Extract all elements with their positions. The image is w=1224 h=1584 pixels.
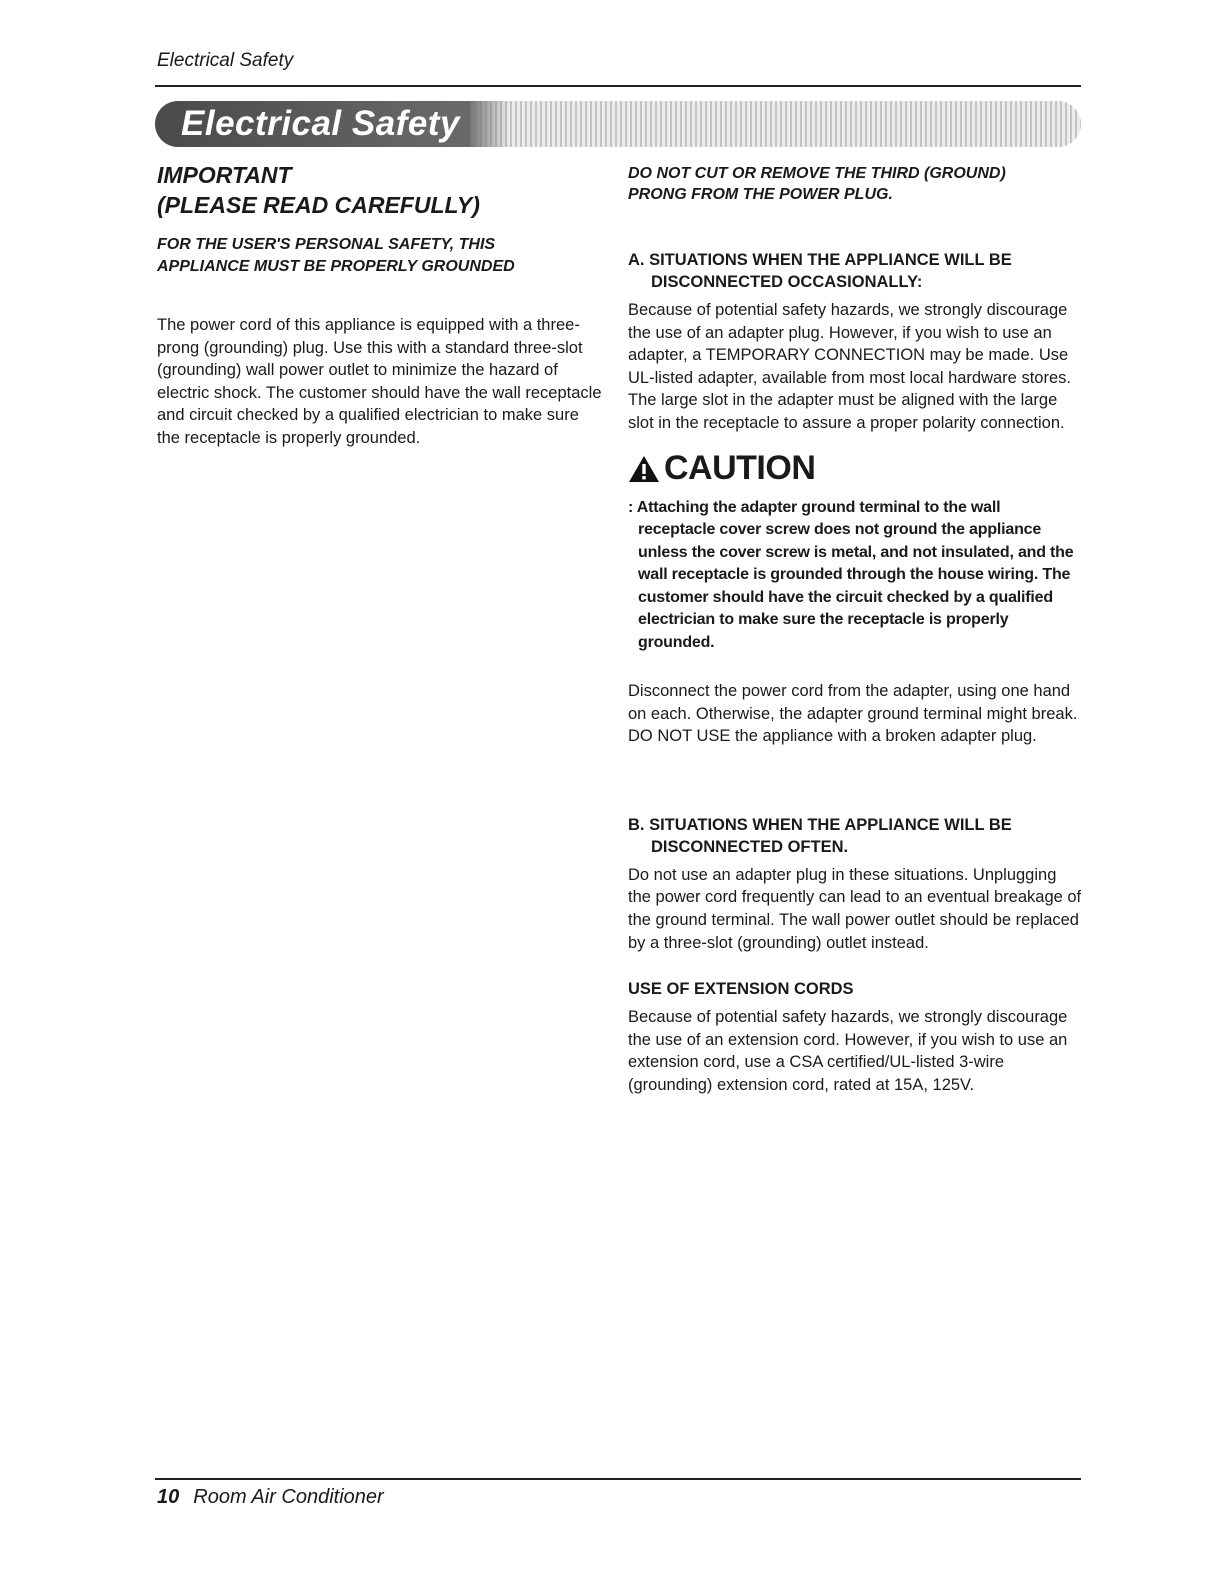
section-a-title [628,249,1083,293]
ground-prong-warning [628,163,1083,205]
section-a-title-line1: A. SITUATIONS WHEN THE APPLIANCE WILL BE [628,251,1012,269]
section-banner [155,101,1081,147]
page-number: 10 [157,1486,180,1508]
section-b-paragraph: Do not use an adapter plug in these situations. Unplugging the power cord frequently can lead to an eventual breakage of the ground terminal. The wall power outlet should be replaced by a three-slot (grounding) outlet instead. [628,865,1082,952]
disconnect-paragraph: Disconnect the power cord from the adapter, using one hand on each. Otherwise, the adapter ground terminal might break. DO NOT USE the appliance with a broken adapter plug. [628,682,1078,746]
banner-dark-tab [155,101,470,147]
extension-cords-title: USE OF EXTENSION CORDS [628,980,854,999]
warning-triangle-icon [628,454,660,484]
left-column [157,160,602,450]
header-rule [155,85,1081,87]
section-b-title-line1: B. SITUATIONS WHEN THE APPLIANCE WILL BE [628,815,1012,834]
page-footer [157,1486,384,1509]
caution-label: CAUTION [664,449,816,488]
right-column [628,163,1083,1097]
section-b-title-line2: DISCONNECTED OFTEN. [651,837,849,856]
caution-heading [628,447,1083,491]
extension-cords-paragraph: Because of potential safety hazards, we strongly discourage the use of an extension cord. However, if you wish to use an extension cord, use a CSA certified/UL-listed 3-wire (grounding) extension cord, rated at 15A, 125V. [628,1008,1068,1094]
running-header: Electrical Safety [157,50,294,71]
important-heading-line1: IMPORTANT [157,162,292,188]
section-a-paragraph-1: Because of potential safety hazards, we strongly discourage the use of an adapter plug. However, if you wish to use an adapter, a TEMPORARY CONNECTION may be made. Use UL-listed adapter, available from most local hardware stores. [628,301,1071,387]
footer-rule [155,1478,1081,1480]
banner-fade [470,101,510,147]
section-a-paragraph-2: The large slot in the adapter must be aligned with the large slot in the receptacle to assure a proper polarity connection. [628,391,1065,432]
subheading-line1: FOR THE USER'S PERSONAL SAFETY, THIS [157,236,496,253]
section-a-title-line2: DISCONNECTED OCCASIONALLY: [651,273,923,291]
caution-text-rest: receptacle cover screw does not ground the appliance unless the cover screw is metal, and not insulated, and the wall receptacle is grounded through the house wiring. The customer should have the circuit checked by a qualified electrician to make sure the receptacle is properly grounded. [638,521,1074,651]
important-heading-line2: (PLEASE READ CAREFULLY) [157,192,480,218]
warning-line2: PRONG FROM THE POWER PLUG. [628,186,893,203]
warning-line1: DO NOT CUT OR REMOVE THE THIRD (GROUND) [628,165,1006,182]
important-heading [157,160,602,220]
power-cord-paragraph: The power cord of this appliance is equipped with a three-prong (grounding) plug. Use this with a standard three-slot (grounding) wall power outlet to minimize the hazard of electric shock. The customer should have the wall receptacle and circuit checked by a qualified electrician to make sure the receptacle is properly grounded. [157,316,602,447]
grounding-subheading [157,234,602,278]
product-name: Room Air Conditioner [193,1486,384,1508]
banner-title: Electrical Safety [181,104,460,143]
caution-text-first: : Attaching the adapter ground terminal to the wall [628,498,1001,516]
subheading-line2: APPLIANCE MUST BE PROPERLY GROUNDED [157,258,515,275]
section-b-title [628,814,1083,858]
caution-text [628,497,1083,655]
